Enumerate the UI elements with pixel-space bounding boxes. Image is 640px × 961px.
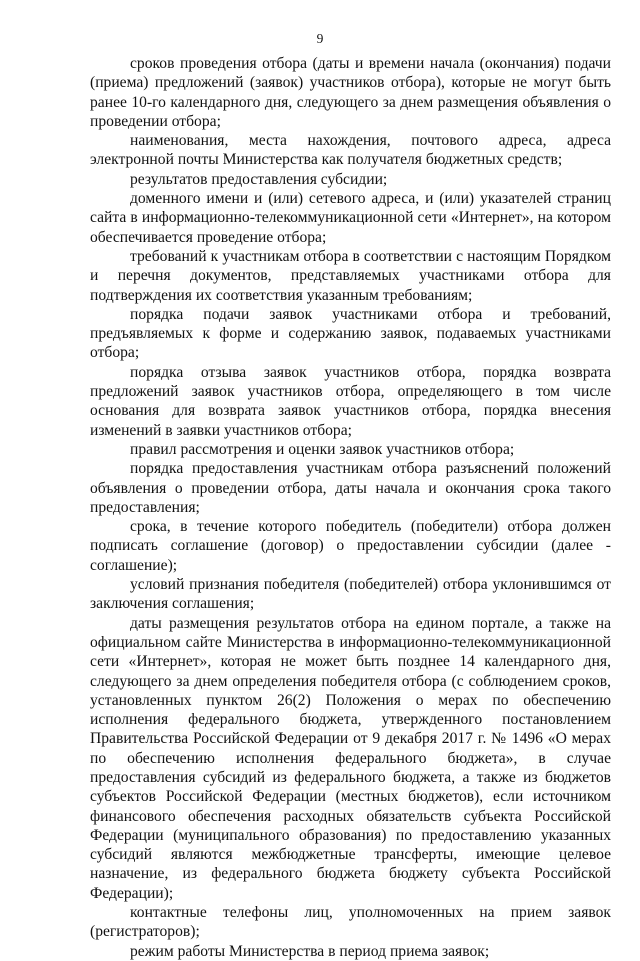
paragraph: условий признания победителя (победителей) отбора уклонившимся от заключения соглашения; (90, 576, 611, 613)
paragraph: порядка отзыва заявок участников отбора, порядка возврата предложений заявок участников отбора, определяющего в том числе основания для возврата заявок участников отбора, порядка внесения изменений в заявки участников отбора; (90, 363, 611, 439)
paragraph: сроков проведения отбора (даты и времени начала (окончания) подачи (приема) предложений (заявок) участников отбора), которые не могут быть ранее 10-го календарного дня, следующего за днем размещения объявления о проведении отбора; (90, 55, 611, 130)
paragraph: контактные телефоны лиц, уполномоченных на прием заявок (регистраторов); (90, 904, 611, 941)
paragraph: доменного имени и (или) сетевого адреса, и (или) указателей страниц сайта в информационно-телекоммуникационной сети «Интернет», на котором обеспечивается проведение отбора; (90, 190, 611, 246)
paragraph: правил рассмотрения и оценки заявок участников отбора; (130, 440, 515, 458)
paragraph: порядка предоставления участникам отбора разъяснений положений объявления о проведении отбора, даты начала и окончания срока такого предоставления; (90, 460, 611, 516)
paragraph: результатов предоставления субсидии; (130, 170, 388, 188)
paragraph: порядка подачи заявок участниками отбора и требований, предъявляемых к форме и содержанию заявок, подаваемых участниками отбора; (90, 305, 611, 362)
page-number: 9 (316, 31, 324, 46)
document-body (90, 54, 611, 961)
paragraph: режим работы Министерства в период приема заявок; (130, 942, 490, 960)
paragraph: наименования, места нахождения, почтового адреса, адреса электронной почты Министерства как получателя бюджетных средств; (90, 132, 611, 169)
paragraph: даты размещения результатов отбора на едином портале, а также на официальном сайте Министерства в информационно-телекоммуникационной сети «Интернет», которая не может быть позднее 14 календарного дня, следующего за днем определения победителя отбора (с соблюдением сроков, установленных пунктом 26(2) Положения о мерах по обеспечению исполнения федерального бюджета, утвержденного постановлением Правительства Российской Федерации от 9 декабря 2017 г. № 1496 «О мерах по обеспечению исполнения федерального бюджета», в случае предоставления субсидий из федерального бюджета, а также из бюджетов субъектов Российской Федерации (местных бюджетов), если источником финансового обеспечения расходных обязательств субъекта Российской Федерации (муниципального образования) по предоставлению указанных субсидий являются межбюджетные трансферты, имеющие целевое назначение, из федерального бюджета бюджету субъекта Российской Федерации); (90, 614, 611, 902)
paragraph: требований к участникам отбора в соответствии с настоящим Порядком и перечня документов, представляемых участниками отбора для подтверждения их соответствия указанным требованиям; (90, 247, 611, 304)
paragraph: срока, в течение которого победитель (победители) отбора должен подписать соглашение (договор) о предоставлении субсидии (далее - соглашение); (90, 518, 611, 574)
